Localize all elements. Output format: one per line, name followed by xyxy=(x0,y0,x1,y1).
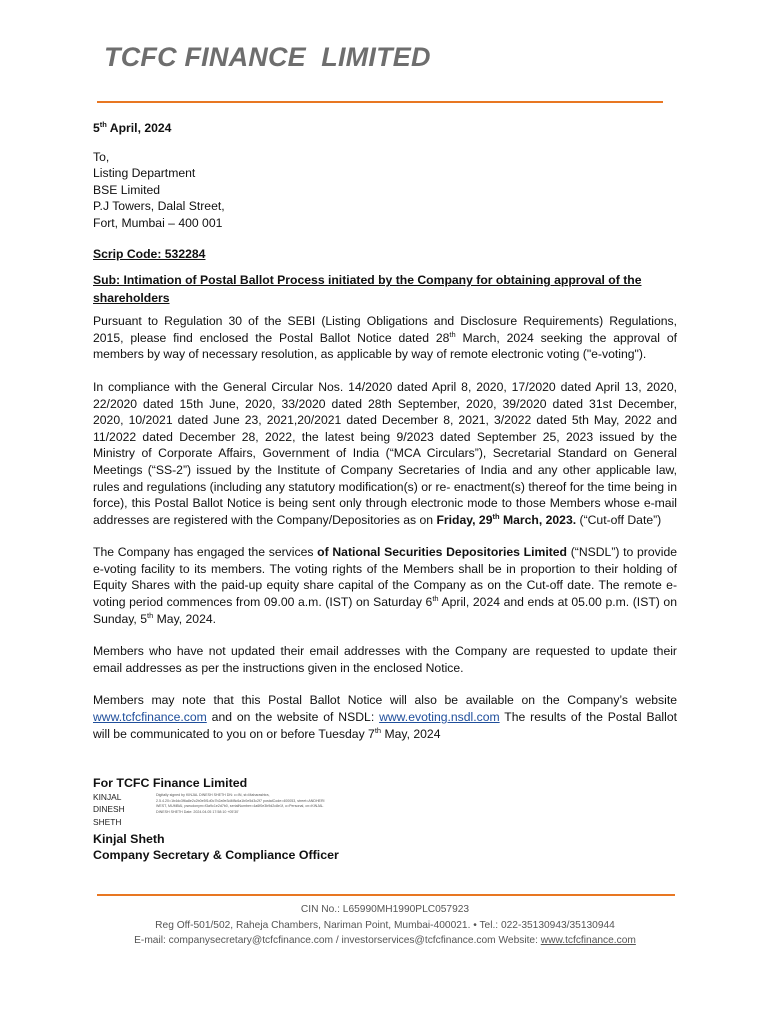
nsdl-evoting-link[interactable]: www.evoting.nsdl.com xyxy=(379,710,500,725)
paragraph-compliance: In compliance with the General Circular Nos. 14/2020 dated April 8, 2020, 17/2020 dated April 13, 2020, 22/2020 dated 15th June, 2020, 33/2020 dated 28th September, 2020, 39/2020 dated 31st December, 2020, 10/2021 dated June 23, 2021,20/2021 dated December 8, 2021, 3/2022 dated 5th May, 2022 and 11/2022 dated December 28, 2022, the latest being 9/2023 dated September 25, 2023 issued by the Ministry of Corporate Affairs, Government of India (“MCA Circulars”), Secretarial Standard on General Meetings (“SS-2”) issued by the Institute of Company Secretaries of India and any other applicable law, rules and regulations (including any statutory modification(s) or re- enactment(s) thereof for the time being in force), this Postal Ballot Notice is being sent only through electronic mode to those Members whose e-mail addresses are registered with the Company/Depositories as on Friday, 29th March, 2023. (“Cut-off Date”) xyxy=(93,379,677,527)
recipient-address xyxy=(93,149,677,232)
footer-cin: CIN No.: L65990MH1990PLC057923 xyxy=(300,904,470,915)
signature-for-line: For TCFC Finance Limited xyxy=(93,776,248,790)
header-divider xyxy=(97,101,663,103)
signatory-title: Company Secretary & Compliance Officer xyxy=(93,848,339,862)
page-footer xyxy=(60,902,710,949)
signatory-name: Kinjal Sheth xyxy=(93,832,165,846)
paragraph-regulation: Pursuant to Regulation 30 of the SEBI (Listing Obligations and Disclosure Requirements) Regulations, 2015, please find enclosed the Postal Ballot Notice dated 28th March, 2024 seeking the approval of members by way of necessary resolution, as applicable by way of remote electronic voting ("e-voting"). xyxy=(93,314,677,362)
subject-line: Sub: Intimation of Postal Ballot Process initiated by the Company for obtaining approval of the shareholders xyxy=(93,273,642,306)
letter-date: 5th April, 2024 xyxy=(93,120,172,135)
footer-contact: E-mail: companysecretary@tcfcfinance.com / investorservices@tcfcfinance.com Website: www.tcfcfinance.com xyxy=(134,935,636,946)
paragraph-email-update: Members who have not updated their email addresses with the Company are requested to update their email addresses as per the instructions given in the enclosed Notice. xyxy=(93,644,677,675)
digital-signature-details: Digitally signed by KINJAL DINESH SHETH DN: c=IN, st=Maharashtra, 2.5.4.20=1b4dc3f6a8e2c2b0e5f1d0c7b2a9e3d4f8c6a1b0e5d3c2f7 postalCode=400053, street=ANDHERI WEST, MUMBAI, pseudonym=f3a9c1e2d7b0, serialNumber=4a6f0e3b9d2c8e1f, o=Personal, cn=KINJAL DINESH SHETH Date: 2024.04.05 17:58:10 +05'30' xyxy=(156,793,325,814)
address-line: Listing Department xyxy=(93,166,196,181)
signature-block xyxy=(93,776,493,863)
company-website-link[interactable]: www.tcfcfinance.com xyxy=(93,710,207,725)
letter-body xyxy=(93,120,677,742)
address-line: To, xyxy=(93,149,110,164)
address-line: Fort, Mumbai – 400 001 xyxy=(93,215,223,230)
paragraph-evoting: The Company has engaged the services of National Securities Depositories Limited (“NSDL”) to provide e-voting facility to its members. The voting rights of the Members shall be in proportion to their holding of Equity Shares with the paid-up equity share capital of the Company as on the Cut-off date. The remote e-voting period commences from 09.00 a.m. (IST) on Saturday 6th April, 2024 and ends at 05.00 p.m. (IST) on Sunday, 5th May, 2024. xyxy=(93,545,678,626)
footer-divider xyxy=(97,894,675,896)
company-logo-text: TCFC FINANCE LIMITED xyxy=(104,42,431,72)
digital-signature xyxy=(93,791,493,831)
scrip-code: Scrip Code: 532284 xyxy=(93,246,206,261)
footer-address: Reg Off-501/502, Raheja Chambers, Nariman Point, Mumbai-400021. • Tel.: 022-35130943/35130944 xyxy=(155,919,615,931)
digital-signature-name: KINJAL DINESH SHETH xyxy=(93,792,125,827)
address-line: BSE Limited xyxy=(93,182,161,197)
address-line: P.J Towers, Dalal Street, xyxy=(93,199,225,214)
paragraph-website: Members may note that this Postal Ballot Notice will also be available on the Company’s website www.tcfcfinance.com and on the website of NSDL: www.evoting.nsdl.com The results of the Postal Ballot will be communicated to you on or before Tuesday 7th May, 2024 xyxy=(93,693,677,741)
footer-website-link[interactable]: www.tcfcfinance.com xyxy=(540,935,636,946)
